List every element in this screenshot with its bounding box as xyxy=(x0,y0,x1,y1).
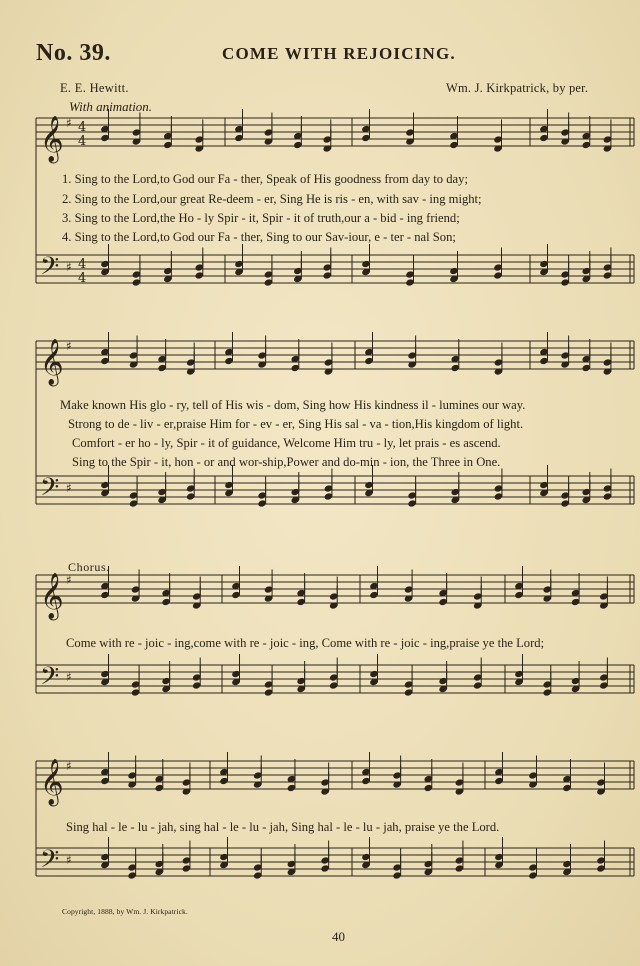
sharp-sign: ♯ xyxy=(66,260,72,274)
verse-3-line-1: 3. Sing to the Lord,the Ho - ly Spir - it, Spir - it of truth,our a - bid - ing friend; xyxy=(62,211,460,225)
verse-2-line-2: Strong to de - liv - er,praise Him for - ev - er, Sing His sal - va - tion,His kingdom of light. xyxy=(68,417,524,431)
bass-clef: 𝄢 xyxy=(40,845,60,880)
time-signature-bottom: 4 xyxy=(78,134,87,149)
treble-clef: 𝄞 xyxy=(40,573,64,619)
sharp-sign: ♯ xyxy=(66,481,72,495)
treble-clef: 𝄞 xyxy=(40,116,64,162)
tempo-marking: With animation. xyxy=(69,99,153,114)
verse-2-line-1: 2. Sing to the Lord,our great Re-deem - er, Sing He is ris - en, with sav - ing might; xyxy=(62,192,482,206)
chorus-label: Chorus. xyxy=(68,560,110,574)
chorus-line-1: Come with re - joic - ing,come with re - joic - ing, Come with re - joic - ing,praise ye the Lord; xyxy=(66,636,545,650)
time-signature-bottom: 4 xyxy=(78,271,87,286)
bass-clef: 𝄢 xyxy=(40,252,60,287)
sharp-sign: ♯ xyxy=(66,670,72,684)
verse-1-line-1: 1. Sing to the Lord,to God our Fa - ther, Speak of His goodness from day to day; xyxy=(62,172,468,186)
treble-clef: 𝄞 xyxy=(40,759,64,805)
hymn-number: No. 39. xyxy=(36,40,111,66)
composer-credit: Wm. J. Kirkpatrick, by per. xyxy=(446,81,589,95)
author-credit: E. E. Hewitt. xyxy=(60,81,129,95)
sharp-sign: ♯ xyxy=(66,339,72,353)
chorus-line-2: Sing hal - le - lu - jah, sing hal - le - lu - jah, Sing hal - le - lu - jah, praise ye the Lord. xyxy=(66,820,500,834)
sharp-sign: ♯ xyxy=(66,759,72,773)
time-signature-top: 4 xyxy=(78,257,87,272)
sharp-sign: ♯ xyxy=(66,116,72,130)
bass-clef: 𝄢 xyxy=(40,473,60,508)
bass-clef: 𝄢 xyxy=(40,662,60,697)
treble-clef: 𝄞 xyxy=(40,339,64,385)
sharp-sign: ♯ xyxy=(66,853,72,867)
time-signature-top: 4 xyxy=(78,120,87,135)
sharp-sign: ♯ xyxy=(66,573,72,587)
verse-3-line-2: Comfort - er ho - ly, Spir - it of guidance, Welcome Him tru - ly, let prais - es ascend. xyxy=(72,436,501,450)
page-number: 40 xyxy=(332,929,345,944)
copyright-notice: Copyright, 1888, by Wm. J. Kirkpatrick. xyxy=(62,907,188,916)
verse-4-line-1: 4. Sing to the Lord,to God our Fa - ther, Sing to our Sav-iour, e - ter - nal Son; xyxy=(62,230,456,244)
hymn-title: COME WITH REJOICING. xyxy=(222,44,456,63)
verse-1-line-2: Make known His glo - ry, tell of His wis - dom, Sing how His kindness il - lumines our way. xyxy=(60,398,526,412)
verse-4-line-2: Sing to the Spir - it, hon - or and wor-ship,Power and do-min - ion, the Three in One. xyxy=(72,455,501,469)
